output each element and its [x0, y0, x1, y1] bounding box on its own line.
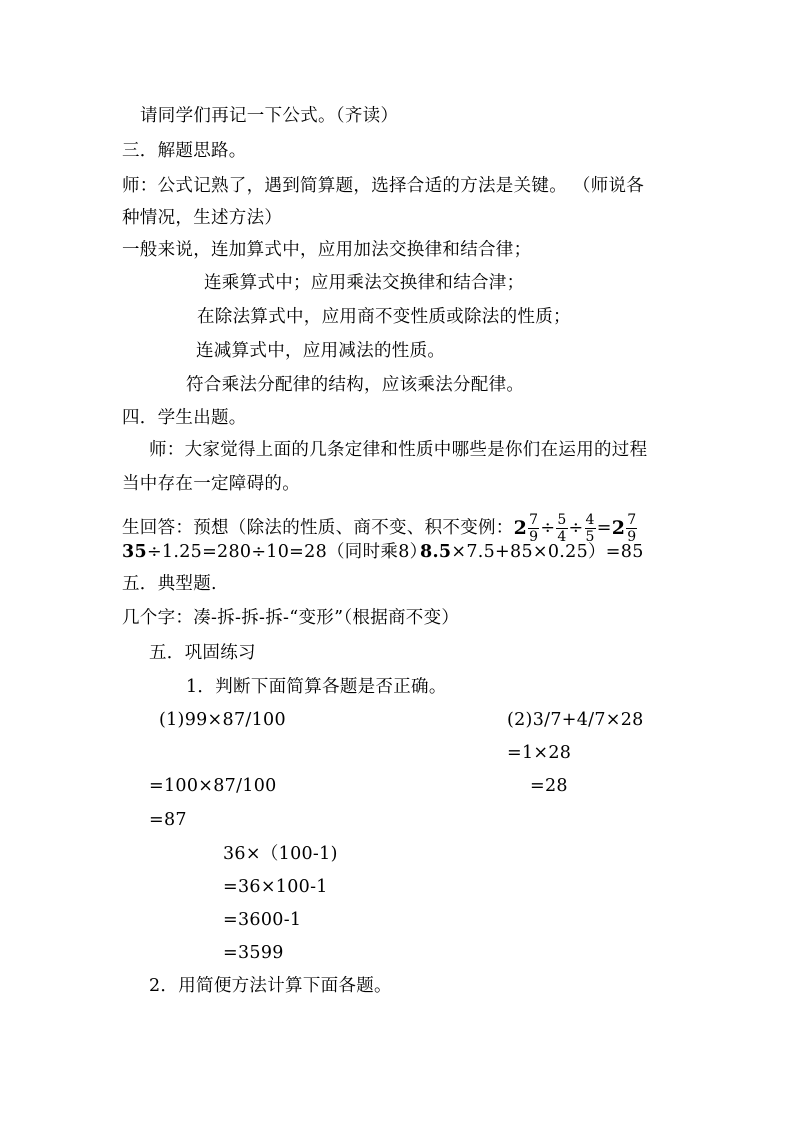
calc-line: [420, 540, 644, 564]
numerator: 7: [627, 511, 637, 528]
exercise-line: =87: [149, 810, 187, 830]
exercise-line: =3600-1: [223, 910, 302, 930]
operator: ÷: [568, 518, 584, 538]
text-line: 符合乘法分配律的结构，应该乘法分配律。: [186, 375, 525, 395]
text-line: 连乘算式中；应用乘法交换律和结合津；: [204, 273, 525, 293]
section-heading: 五．巩固练习: [149, 643, 256, 663]
exercise-line: (1)99×87/100: [159, 710, 286, 730]
numerator: 5: [557, 511, 567, 528]
exercise-line: =3599: [223, 943, 284, 963]
text-line: 当中存在一定障碍的。: [122, 474, 300, 494]
calc-line: [122, 540, 427, 564]
section-heading: 四．学生出题。: [122, 408, 247, 428]
text-line: 在除法算式中，应用商不变性质或除法的性质；: [197, 307, 571, 327]
denominator: 4: [557, 528, 567, 545]
denominator: 9: [627, 528, 637, 545]
whole-number: 2: [513, 517, 528, 539]
calc-number: 8.5: [420, 542, 452, 562]
exercise-line: 36×（100-1): [223, 844, 338, 864]
numerator: 7: [529, 511, 539, 528]
question-line: 1．判断下面简算各题是否正确。: [186, 677, 447, 697]
text-line: 师：公式记熟了，遇到简算题，选择合适的方法是关键。 （师说各: [122, 176, 645, 196]
text-line: 连减算式中，应用减法的性质。: [196, 341, 446, 361]
section-heading: 五．典型题.: [122, 574, 217, 594]
whole-number: 2: [611, 517, 626, 539]
section-heading: 三．解题思路。: [122, 141, 247, 161]
calc-number: 35: [122, 542, 147, 562]
question-line: 2．用简便方法计算下面各题。: [149, 976, 392, 996]
calc-text: ×7.5+85×0.25）=85: [451, 542, 644, 562]
text-line: 请同学们再记一下公式。（齐读）: [140, 106, 399, 126]
exercise-line: =36×100-1: [223, 877, 328, 897]
text-line: 师：大家觉得上面的几条定律和性质中哪些是你们在运用的过程: [149, 440, 648, 460]
numerator: 4: [585, 511, 595, 528]
denominator: 5: [585, 528, 595, 545]
answer-prefix: 生回答：预想（除法的性质、商不变、积不变例：: [122, 518, 514, 538]
text-line: 种情况，生述方法）: [122, 208, 283, 228]
text-line: 几个字：凑-拆-拆-拆-“变形”（根据商不变）: [122, 608, 460, 628]
exercise-line: =100×87/100: [149, 776, 277, 796]
denominator: 9: [529, 528, 539, 545]
operator: ÷: [540, 518, 556, 538]
exercise-line: (2)3/7+4/7×28: [507, 710, 644, 730]
exercise-line: =1×28: [507, 743, 572, 763]
text-line: 一般来说，连加算式中，应用加法交换律和结合律；: [122, 240, 532, 260]
exercise-line: =28: [530, 776, 568, 796]
calc-text: ÷1.25=280÷10=28（同时乘8）: [146, 542, 428, 562]
equals-sign: =: [596, 518, 612, 538]
